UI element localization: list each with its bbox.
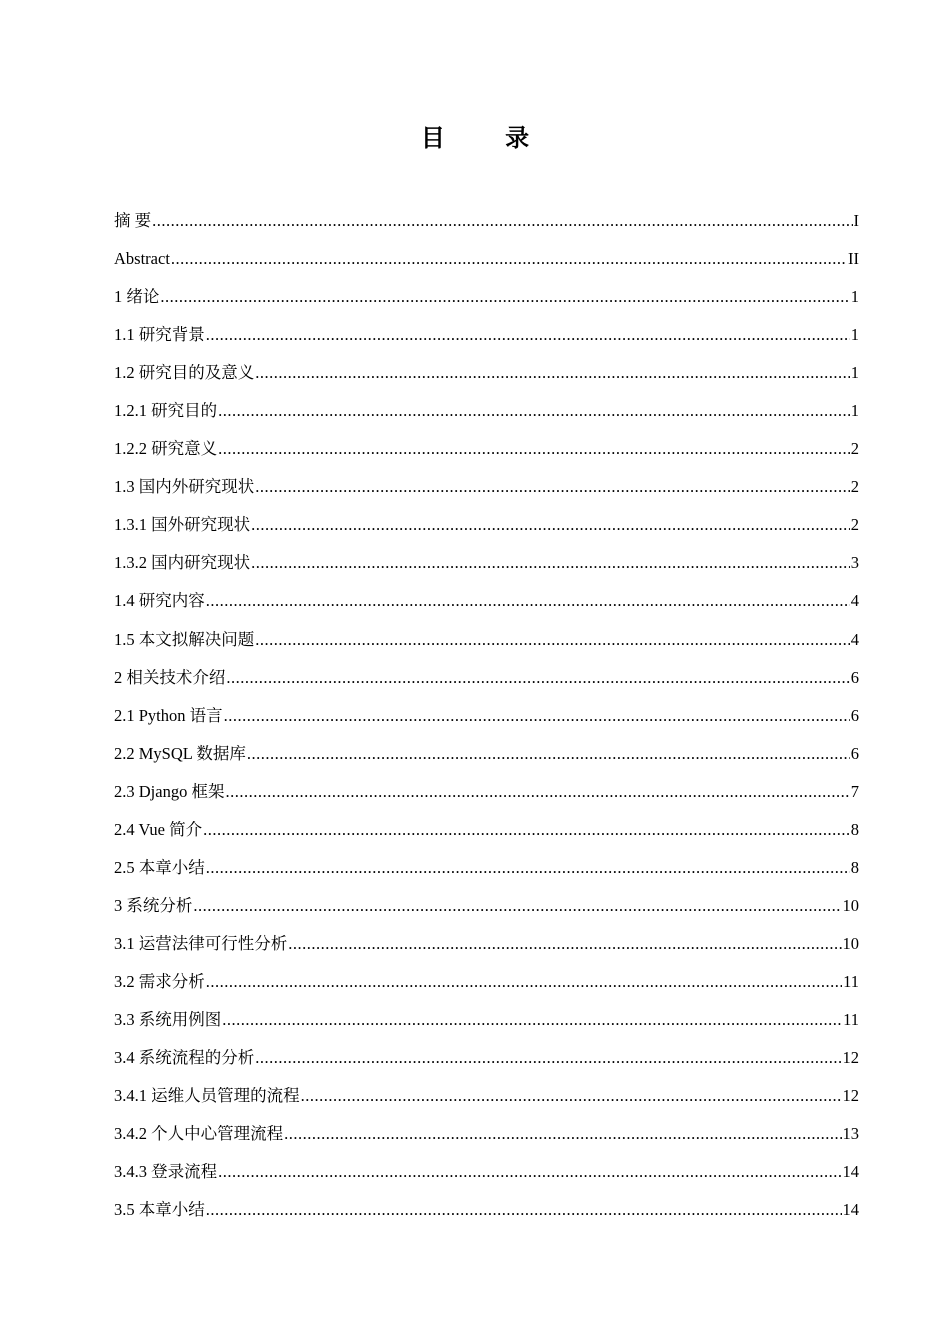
toc-entry-page-number: 7 xyxy=(850,781,859,801)
toc-entry[interactable] xyxy=(114,811,859,849)
toc-dot-leader xyxy=(251,506,850,544)
toc-dot-leader xyxy=(218,392,850,430)
toc-entry-page-number: 2 xyxy=(850,515,859,535)
toc-entry-label: Abstract xyxy=(114,249,170,269)
toc-entry[interactable] xyxy=(114,430,859,468)
toc-entry-page-number: 11 xyxy=(843,1009,859,1029)
toc-entry-label: 1.3.1 国外研究现状 xyxy=(114,515,251,535)
toc-entry-label: 3.5 本章小结 xyxy=(114,1200,205,1220)
toc-entry[interactable] xyxy=(114,392,859,430)
toc-entry-label: 1.3.2 国内研究现状 xyxy=(114,553,251,573)
toc-entry[interactable] xyxy=(114,659,859,697)
toc-dot-leader xyxy=(255,1039,841,1077)
toc-dot-leader xyxy=(288,925,841,963)
toc-dot-leader xyxy=(206,1191,842,1229)
toc-entry-page-number: 10 xyxy=(842,895,859,915)
toc-entry[interactable] xyxy=(114,697,859,735)
toc-entry[interactable] xyxy=(114,1191,859,1229)
toc-entry[interactable] xyxy=(114,621,859,659)
toc-entry[interactable] xyxy=(114,278,859,316)
toc-entry[interactable] xyxy=(114,202,859,240)
toc-entry-page-number: 8 xyxy=(850,819,859,839)
toc-entry-label: 1.2 研究目的及意义 xyxy=(114,363,255,383)
toc-entry[interactable] xyxy=(114,849,859,887)
toc-entry-label: 2.5 本章小结 xyxy=(114,857,205,877)
toc-dot-leader xyxy=(193,887,841,925)
toc-dot-leader xyxy=(222,1001,842,1039)
toc-entry[interactable] xyxy=(114,1153,859,1191)
toc-entry-page-number: 14 xyxy=(842,1200,859,1220)
toc-entry[interactable] xyxy=(114,1039,859,1077)
toc-entry[interactable] xyxy=(114,1001,859,1039)
toc-entry[interactable] xyxy=(114,963,859,1001)
toc-dot-leader xyxy=(284,1115,841,1153)
toc-entry-page-number: 8 xyxy=(850,857,859,877)
toc-entry-label: 2.4 Vue 简介 xyxy=(114,819,203,839)
toc-entry[interactable] xyxy=(114,544,859,582)
toc-entry[interactable] xyxy=(114,887,859,925)
toc-entry[interactable] xyxy=(114,468,859,506)
toc-entry-page-number: 6 xyxy=(850,705,859,725)
toc-entry-page-number: I xyxy=(853,211,859,230)
toc-entry-page-number: 1 xyxy=(850,363,859,383)
toc-dot-leader xyxy=(171,240,847,278)
toc-entry[interactable] xyxy=(114,506,859,544)
toc-entry-page-number: II xyxy=(848,249,859,269)
toc-entry-page-number: 1 xyxy=(850,287,859,307)
toc-entry-label: 2.2 MySQL 数据库 xyxy=(114,743,246,763)
toc-dot-leader xyxy=(301,1077,842,1115)
toc-dot-leader xyxy=(152,202,852,240)
toc-entry-label: 3.4.3 登录流程 xyxy=(114,1162,218,1182)
toc-dot-leader xyxy=(251,544,850,582)
toc-dot-leader xyxy=(225,773,849,811)
table-of-contents xyxy=(114,202,859,1229)
toc-dot-leader xyxy=(218,1153,841,1191)
toc-entry[interactable] xyxy=(114,582,859,620)
toc-entry-page-number: 2 xyxy=(850,477,859,497)
toc-entry[interactable] xyxy=(114,925,859,963)
toc-dot-leader xyxy=(206,849,850,887)
toc-entry-page-number: 12 xyxy=(842,1086,859,1106)
toc-entry-page-number: 1 xyxy=(850,325,859,345)
toc-entry-label: 2.3 Django 框架 xyxy=(114,781,225,801)
toc-entry[interactable] xyxy=(114,316,859,354)
toc-entry-label: 1.5 本文拟解决问题 xyxy=(114,629,255,649)
toc-entry[interactable] xyxy=(114,735,859,773)
toc-dot-leader xyxy=(247,735,850,773)
toc-entry[interactable] xyxy=(114,1077,859,1115)
toc-entry-label: 1.1 研究背景 xyxy=(114,325,205,345)
toc-dot-leader xyxy=(255,468,850,506)
toc-dot-leader xyxy=(203,811,850,849)
toc-entry-label: 2.1 Python 语言 xyxy=(114,705,223,725)
toc-dot-leader xyxy=(160,278,849,316)
toc-dot-leader xyxy=(206,963,842,1001)
toc-entry-page-number: 11 xyxy=(843,971,859,991)
toc-entry[interactable] xyxy=(114,354,859,392)
toc-entry-label: 摘 要 xyxy=(114,211,152,230)
toc-entry-label: 1 绪论 xyxy=(114,287,160,307)
toc-entry-page-number: 12 xyxy=(842,1048,859,1068)
toc-dot-leader xyxy=(255,621,850,659)
toc-entry-label: 1.4 研究内容 xyxy=(114,591,205,611)
toc-entry-page-number: 4 xyxy=(850,629,859,649)
toc-entry-page-number: 6 xyxy=(850,743,859,763)
toc-entry-page-number: 2 xyxy=(850,439,859,459)
toc-dot-leader xyxy=(226,659,849,697)
toc-entry-page-number: 6 xyxy=(850,667,859,687)
toc-entry-label: 1.3 国内外研究现状 xyxy=(114,477,255,497)
toc-entry-label: 3 系统分析 xyxy=(114,895,193,915)
toc-entry[interactable] xyxy=(114,240,859,278)
toc-entry-label: 3.4.1 运维人员管理的流程 xyxy=(114,1086,300,1106)
toc-entry-page-number: 4 xyxy=(850,591,859,611)
toc-entry-label: 3.1 运营法律可行性分析 xyxy=(114,933,288,953)
toc-entry-page-number: 3 xyxy=(850,553,859,573)
toc-entry-label: 3.4.2 个人中心管理流程 xyxy=(114,1124,284,1144)
toc-dot-leader xyxy=(206,316,850,354)
toc-entry-label: 2 相关技术介绍 xyxy=(114,667,226,687)
toc-entry[interactable] xyxy=(114,1115,859,1153)
toc-dot-leader xyxy=(218,430,850,468)
toc-entry-label: 3.3 系统用例图 xyxy=(114,1009,222,1029)
toc-entry-page-number: 10 xyxy=(842,933,859,953)
toc-dot-leader xyxy=(224,697,850,735)
toc-dot-leader xyxy=(255,354,850,392)
toc-entry-label: 3.4 系统流程的分析 xyxy=(114,1048,255,1068)
toc-entry-label: 3.2 需求分析 xyxy=(114,971,205,991)
toc-dot-leader xyxy=(206,582,850,620)
toc-entry-label: 1.2.2 研究意义 xyxy=(114,439,218,459)
toc-entry-page-number: 14 xyxy=(842,1162,859,1182)
toc-entry[interactable] xyxy=(114,773,859,811)
toc-title: 目 录 xyxy=(420,124,556,152)
toc-entry-page-number: 1 xyxy=(850,401,859,421)
toc-entry-page-number: 13 xyxy=(842,1124,859,1144)
toc-entry-label: 1.2.1 研究目的 xyxy=(114,401,218,421)
